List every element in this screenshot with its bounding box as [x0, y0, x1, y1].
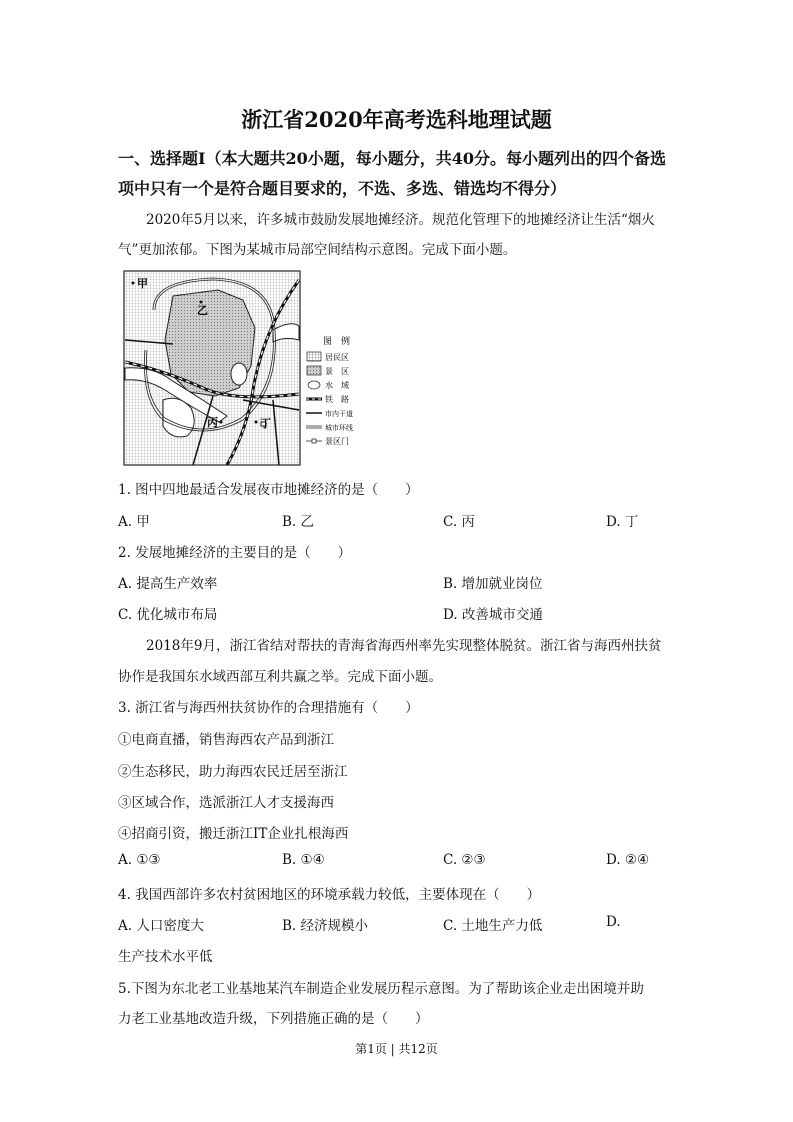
- passage1-line2: 气”更加浓郁。下图为某城市局部空间结构示意图。完成下面小题。: [118, 242, 517, 258]
- section-heading-line1: 一、选择题Ⅰ（本大题共20小题，每小题分，共40分。每小题列出的四个备选: [118, 149, 667, 168]
- legend-label: 市内干道: [325, 410, 353, 418]
- q3-item-4: ④招商引资，搬迁浙江IT企业扎根海西: [118, 826, 349, 842]
- q2-option-a[interactable]: A. 提高生产效率: [118, 576, 218, 592]
- question-5-line2: 力老工业基地改造升级，下列措施正确的是（ ）: [118, 1011, 429, 1027]
- q4-option-d-text: 生产技术水平低: [118, 949, 213, 965]
- passage2-line1: 2018年9月，浙江省结对帮扶的青海省海西州率先实现整体脱贫。浙江省与海西州扶贫: [146, 638, 662, 654]
- passage2-line2: 协作是我国东水域西部互利共赢之举。完成下面小题。: [118, 669, 442, 685]
- legend-label: 景区门: [325, 437, 349, 446]
- q1-option-c[interactable]: C. 丙: [443, 514, 475, 530]
- q3-item-3: ③区域合作，选派浙江人才支援海西: [118, 795, 334, 811]
- q2-option-d[interactable]: D. 改善城市交通: [443, 607, 543, 623]
- section-heading-line2: 项中只有一个是符合题目要求的，不选、多选、错选均不得分）: [118, 179, 567, 198]
- water-body: [231, 363, 247, 385]
- city-map-figure: [123, 270, 376, 466]
- legend-label: 居民区: [325, 353, 349, 362]
- q3-option-b[interactable]: B. ①④: [282, 852, 325, 868]
- question-1-stem: 1. 图中四地最适合发展夜市地摊经济的是（ ）: [118, 482, 419, 498]
- passage1-line1: 2020年5月以来，许多城市鼓励发展地摊经济。规范化管理下的地摊经济让生活“烟火: [146, 212, 655, 228]
- place-label-jia: 甲: [137, 278, 148, 290]
- q2-option-c[interactable]: C. 优化城市布局: [118, 607, 218, 623]
- q3-option-c[interactable]: C. ②③: [443, 852, 486, 868]
- legend-label: 水 域: [325, 381, 349, 390]
- page-title: 浙江省2020年高考选科地理试题: [241, 107, 552, 132]
- legend-label: 铁 路: [325, 395, 349, 404]
- q4-option-a[interactable]: A. 人口密度大: [118, 918, 204, 934]
- question-2-stem: 2. 发展地摊经济的主要目的是（ ）: [118, 545, 352, 561]
- q1-option-a[interactable]: A. 甲: [118, 514, 150, 530]
- legend-title: 图 例: [323, 337, 351, 347]
- page-footer: 第1页 | 共12页: [355, 1042, 438, 1056]
- question-5-line1: 5.下图为东北老工业基地某汽车制造企业发展历程示意图。为了帮助该企业走出困境并助: [118, 981, 644, 997]
- q1-option-b[interactable]: B. 乙: [282, 514, 315, 530]
- scenic-swatch: [307, 366, 321, 375]
- question-3-stem: 3. 浙江省与海西州扶贫协作的合理措施有（ ）: [118, 700, 419, 716]
- q1-option-d[interactable]: D. 丁: [606, 514, 639, 530]
- water-ellipse: [308, 381, 320, 389]
- q4-option-b[interactable]: B. 经济规模小: [282, 918, 369, 934]
- legend-label: 景 区: [325, 367, 349, 376]
- q3-option-d[interactable]: D. ②④: [606, 852, 650, 868]
- q3-item-1: ①电商直播，销售海西农产品到浙江: [118, 732, 334, 748]
- q4-option-d[interactable]: D.: [606, 914, 621, 930]
- q4-option-c[interactable]: C. 土地生产力低: [443, 918, 543, 934]
- place-label-bing: 丙: [207, 417, 218, 429]
- q2-option-b[interactable]: B. 增加就业岗位: [443, 576, 543, 592]
- q3-item-2: ②生态移民，助力海西农民迁居至浙江: [118, 764, 348, 780]
- place-label-yi: 乙: [197, 305, 208, 317]
- legend-label: 城市环线: [325, 424, 353, 432]
- residential-swatch: [307, 352, 321, 361]
- place-label-ding: 丁: [260, 418, 271, 430]
- q3-option-a[interactable]: A. ①③: [118, 852, 161, 868]
- question-4-stem: 4. 我国西部许多农村贫困地区的环境承载力较低，主要体现在（ ）: [118, 887, 541, 903]
